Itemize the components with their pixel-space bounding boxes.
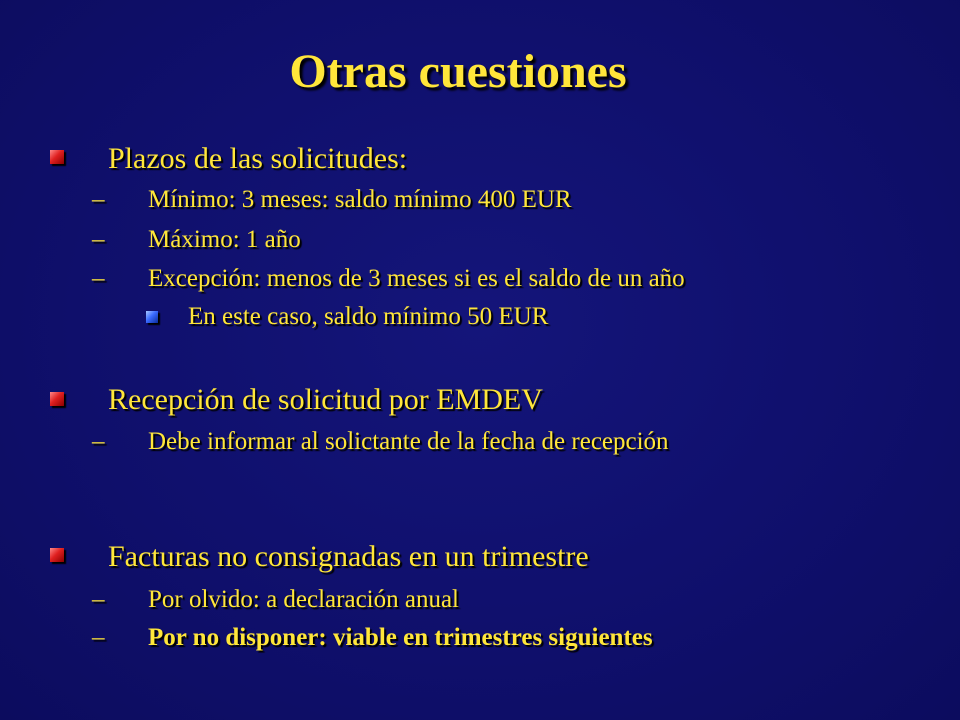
slide-title: Otras cuestiones <box>289 45 627 98</box>
section-heading: Facturas no consignadas en un trimestre <box>108 540 589 573</box>
sub-list-item: En este caso, saldo mínimo 50 EUR <box>188 303 549 330</box>
list-item: Por olvido: a declaración anual <box>148 586 459 613</box>
square-bullet-icon <box>50 392 64 406</box>
dash-bullet: – <box>92 586 105 613</box>
dash-bullet: – <box>92 428 105 455</box>
section-heading: Plazos de las solicitudes: <box>108 142 408 175</box>
dash-bullet: – <box>92 624 105 651</box>
list-item: Por no disponer: viable en trimestres siguientes <box>148 624 653 651</box>
square-bullet-icon <box>146 311 158 323</box>
list-item: Excepción: menos de 3 meses si es el saldo de un año <box>148 265 685 292</box>
list-item: Debe informar al solictante de la fecha de recepción <box>148 428 669 455</box>
list-item: Mínimo: 3 meses: saldo mínimo 400 EUR <box>148 186 572 213</box>
dash-bullet: – <box>92 226 105 253</box>
list-item: Máximo: 1 año <box>148 226 301 253</box>
dash-bullet: – <box>92 186 105 213</box>
square-bullet-icon <box>50 150 64 164</box>
square-bullet-icon <box>50 548 64 562</box>
section-heading: Recepción de solicitud por EMDEV <box>108 383 543 416</box>
dash-bullet: – <box>92 265 105 292</box>
